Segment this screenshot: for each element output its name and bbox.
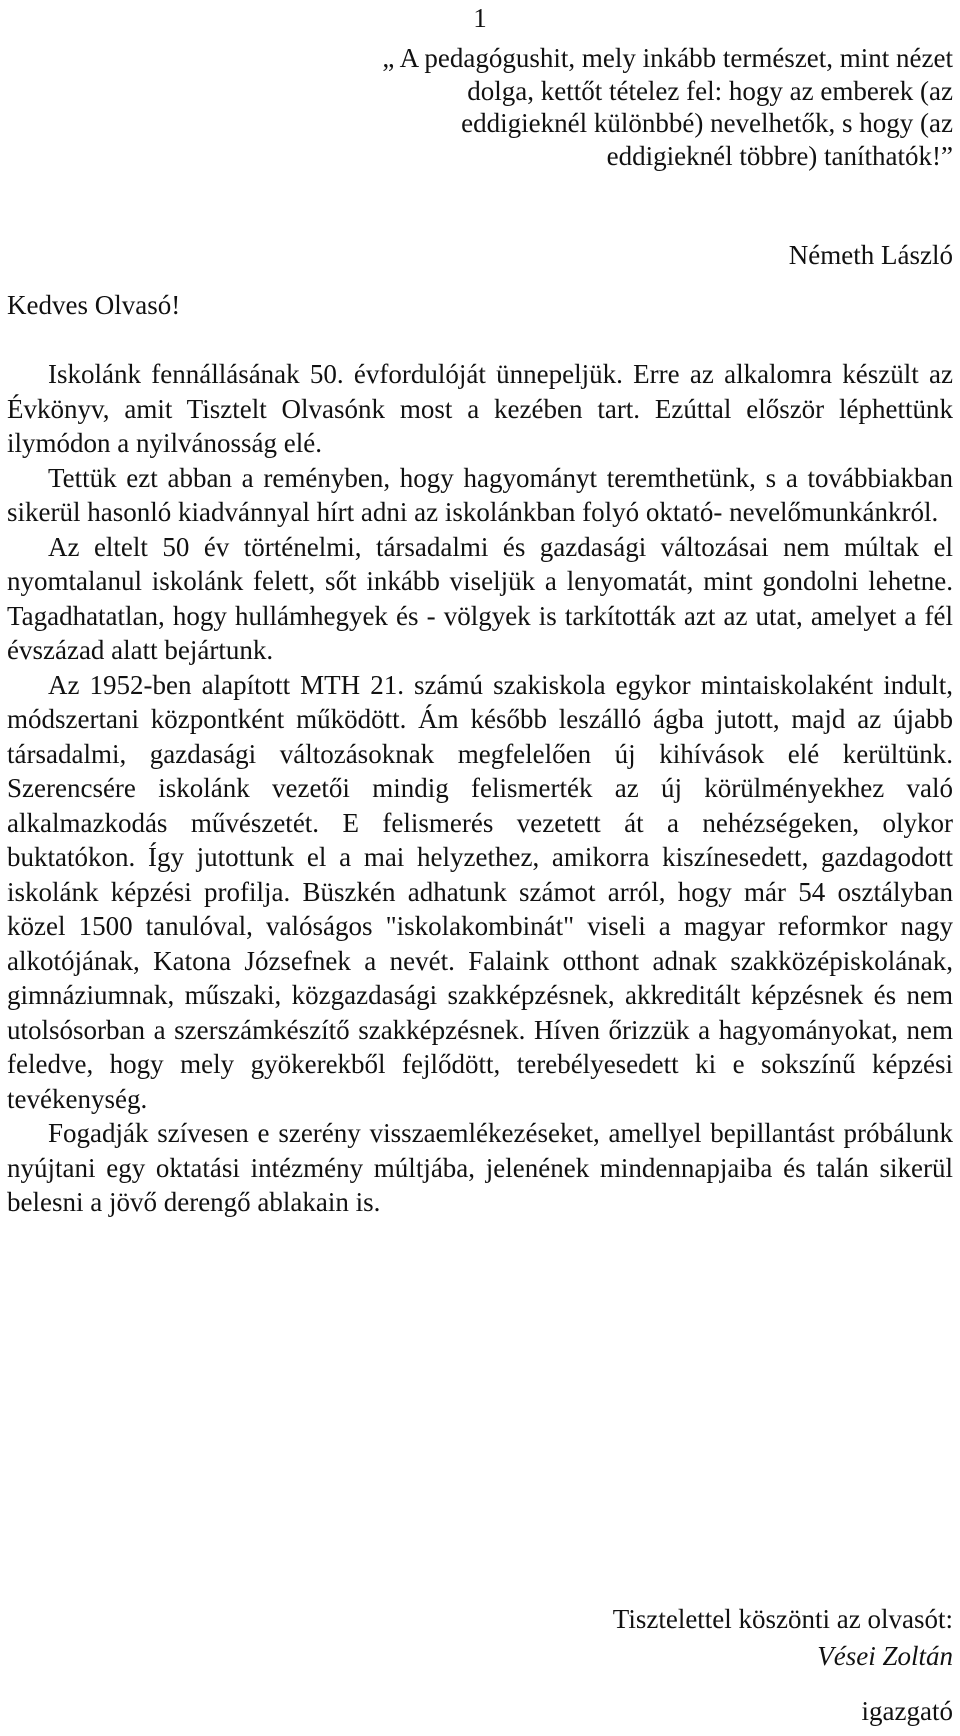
signature-role: igazgató — [861, 1696, 953, 1726]
paragraph-5: Fogadják szívesen e szerény visszaemlékezéseket, amellyel bepillantást próbálunk nyújtani egy oktatási intézmény múltjába, jelenének mindennapjaiba és talán sikerül belesni a jövő derengő ablakain is. — [7, 1118, 953, 1217]
closing-line: Tisztelettel köszönti az olvasót: — [612, 1604, 953, 1634]
page-number: 1 — [473, 3, 487, 33]
paragraph-2: Tettük ezt abban a reményben, hogy hagyományt teremthetünk, s a továbbiakban sikerül hasonló kiadvánnyal hírt adni az iskolánkban folyó oktató- nevelőmunkánkról. — [7, 462, 953, 527]
paragraph-3: Az eltelt 50 év történelmi, társadalmi és gazdasági változásai nem múltak el nyomtalanul iskolánk felett, sőt inkább viseljük a lenyomatát, mint gondolni lehetne. Tagadhatatlan, hogy hullámhegyek és - völgyek is tarkították azt az utat, amelyet a fél évszázad alatt bejártunk. — [7, 531, 953, 665]
paragraph-1: Iskolánk fennállásának 50. évfordulóját ünnepeljük. Erre az alkalomra készült az Évkönyv, amit Tisztelt Olvasónk most a kezében tart. Ezúttal először léphettünk ilymódon a nyilvánosság elé. — [7, 359, 953, 458]
motto-author: Németh László — [788, 240, 953, 270]
motto-quote: „ A pedagógushit, mely inkább természet, mint nézet dolga, kettőt tételez fel: hogy az emberek (az eddigieknél különbbé) nevelhetők, s hogy (az eddigieknél többre) taníthatók!” — [382, 43, 953, 171]
paragraph-4: Az 1952-ben alapított MTH 21. számú szakiskola egykor mintaiskolaként indult, módszertani központként működött. Ám később leszálló ágba jutott, majd az újabb társadalmi, gazdasági változásoknak megfelelően új kihívások elé kerültünk. Szerencsére iskolánk vezetői mindig felismerték az új körülményekhez való alkalmazkodás művészetét. E felismerés vezetett át a nehézségeken, olykor buktatókon. Így jutottunk el a mai helyzethez, amikorra kiszínesedett, gazdagodott iskolánk képzési profilja. Büszkén adhatunk számot arról, hogy már 54 osztályban közel 1500 tanulóval, valóságos "iskolakombinát" viseli a magyar reformkor nagy alkotójának, Katona Józsefnek a nevét. Falaink otthont adnak szakközépiskolának, gimnáziumnak, műszaki, közgazdasági szakképzésnek, akkreditált képzésnek és nem utolsósorban a szerszámkészítő szakképzésnek. Híven őrizzük a hagyományokat, nem feledve, hogy mely gyökerekből fejlődött, terebélyesedett ki e sokszínű képzési tevékenység. — [7, 669, 953, 1114]
letter-body — [7, 357, 953, 1220]
greeting: Kedves Olvasó! — [7, 290, 181, 320]
signature-name: Vései Zoltán — [817, 1641, 953, 1671]
